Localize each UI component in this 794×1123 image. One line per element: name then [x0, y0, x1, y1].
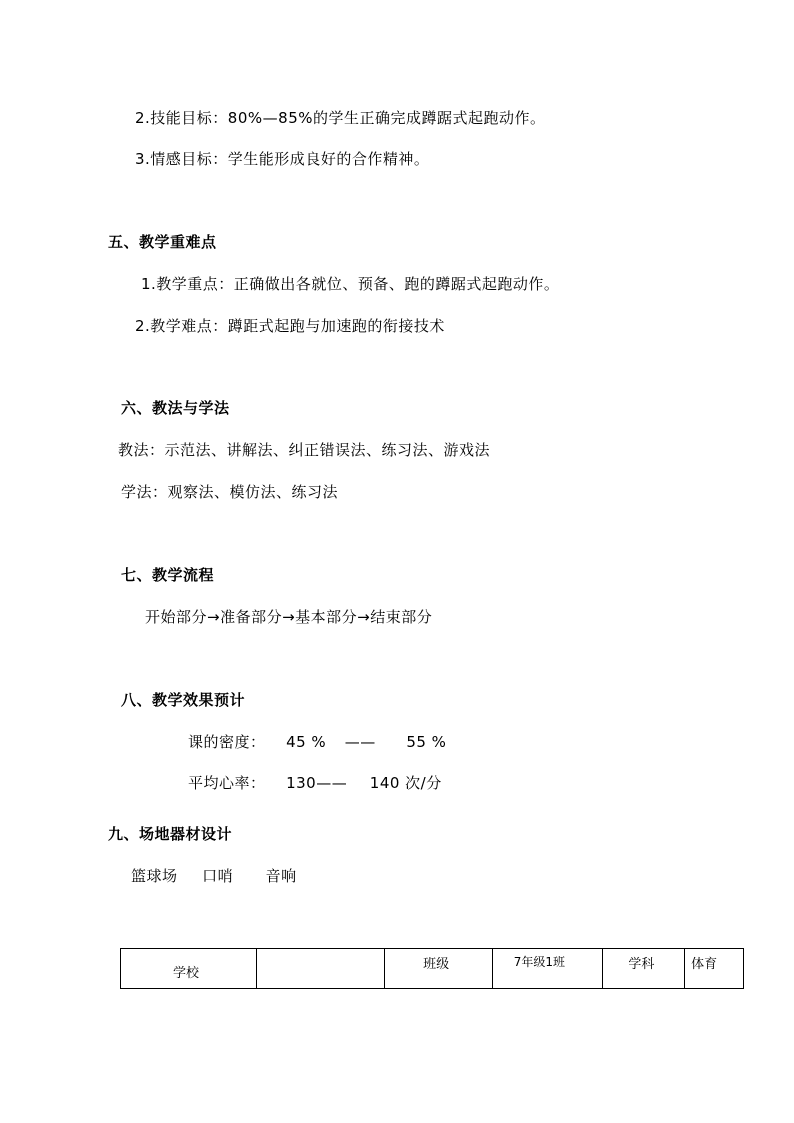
equipment-item: 口哨 — [202, 867, 234, 885]
process-heading: 七、教学流程 — [121, 566, 215, 584]
heart-rate-high: 140 次/分 — [369, 774, 442, 792]
difficult-point-item: 2.教学难点：蹲距式起跑与加速跑的衔接技术 — [135, 317, 445, 335]
emotion-goal: 3.情感目标：学生能形成良好的合作精神。 — [135, 150, 430, 168]
heart-rate-label: 平均心率： — [188, 774, 266, 792]
equipment-item: 音响 — [265, 867, 297, 885]
class-value: 7年级1班 — [513, 955, 566, 969]
learning-method: 学法：观察法、模仿法、练习法 — [121, 483, 339, 501]
density-high: 55 % — [406, 733, 447, 751]
process-flow: 开始部分→准备部分→基本部分→结束部分 — [145, 608, 433, 626]
density-row — [188, 732, 446, 752]
subject-label-cell — [603, 949, 685, 989]
school-label: 学校 — [173, 966, 200, 981]
info-table — [120, 948, 744, 989]
teaching-method: 教法：示范法、讲解法、纠正错误法、练习法、游戏法 — [118, 441, 491, 459]
subject-value: 体育 — [691, 957, 718, 972]
effect-heading: 八、教学效果预计 — [121, 691, 246, 709]
density-low: 45 % — [286, 733, 327, 751]
equipment-item: 篮球场 — [131, 867, 178, 885]
skill-goal: 2.技能目标：80%—85%的学生正确完成蹲踞式起跑动作。 — [135, 109, 546, 127]
table-row — [121, 949, 744, 989]
subject-label: 学科 — [628, 957, 655, 972]
equipment-list — [131, 866, 297, 886]
school-value-cell — [256, 949, 385, 989]
venue-heading: 九、场地器材设计 — [108, 825, 233, 843]
key-point-item: 1.教学重点：正确做出各就位、预备、跑的蹲踞式起跑动作。 — [141, 275, 560, 293]
school-label-cell — [121, 949, 257, 989]
key-points-heading: 五、教学重难点 — [108, 233, 217, 251]
density-dash: —— — [344, 733, 376, 751]
heart-rate-row — [188, 773, 442, 793]
class-label: 班级 — [423, 957, 450, 972]
methods-heading: 六、教法与学法 — [121, 399, 230, 417]
heart-rate-low: 130—— — [286, 774, 348, 792]
class-label-cell — [385, 949, 493, 989]
density-label: 课的密度： — [188, 733, 266, 751]
subject-value-cell — [685, 949, 744, 989]
class-value-cell — [492, 949, 603, 989]
